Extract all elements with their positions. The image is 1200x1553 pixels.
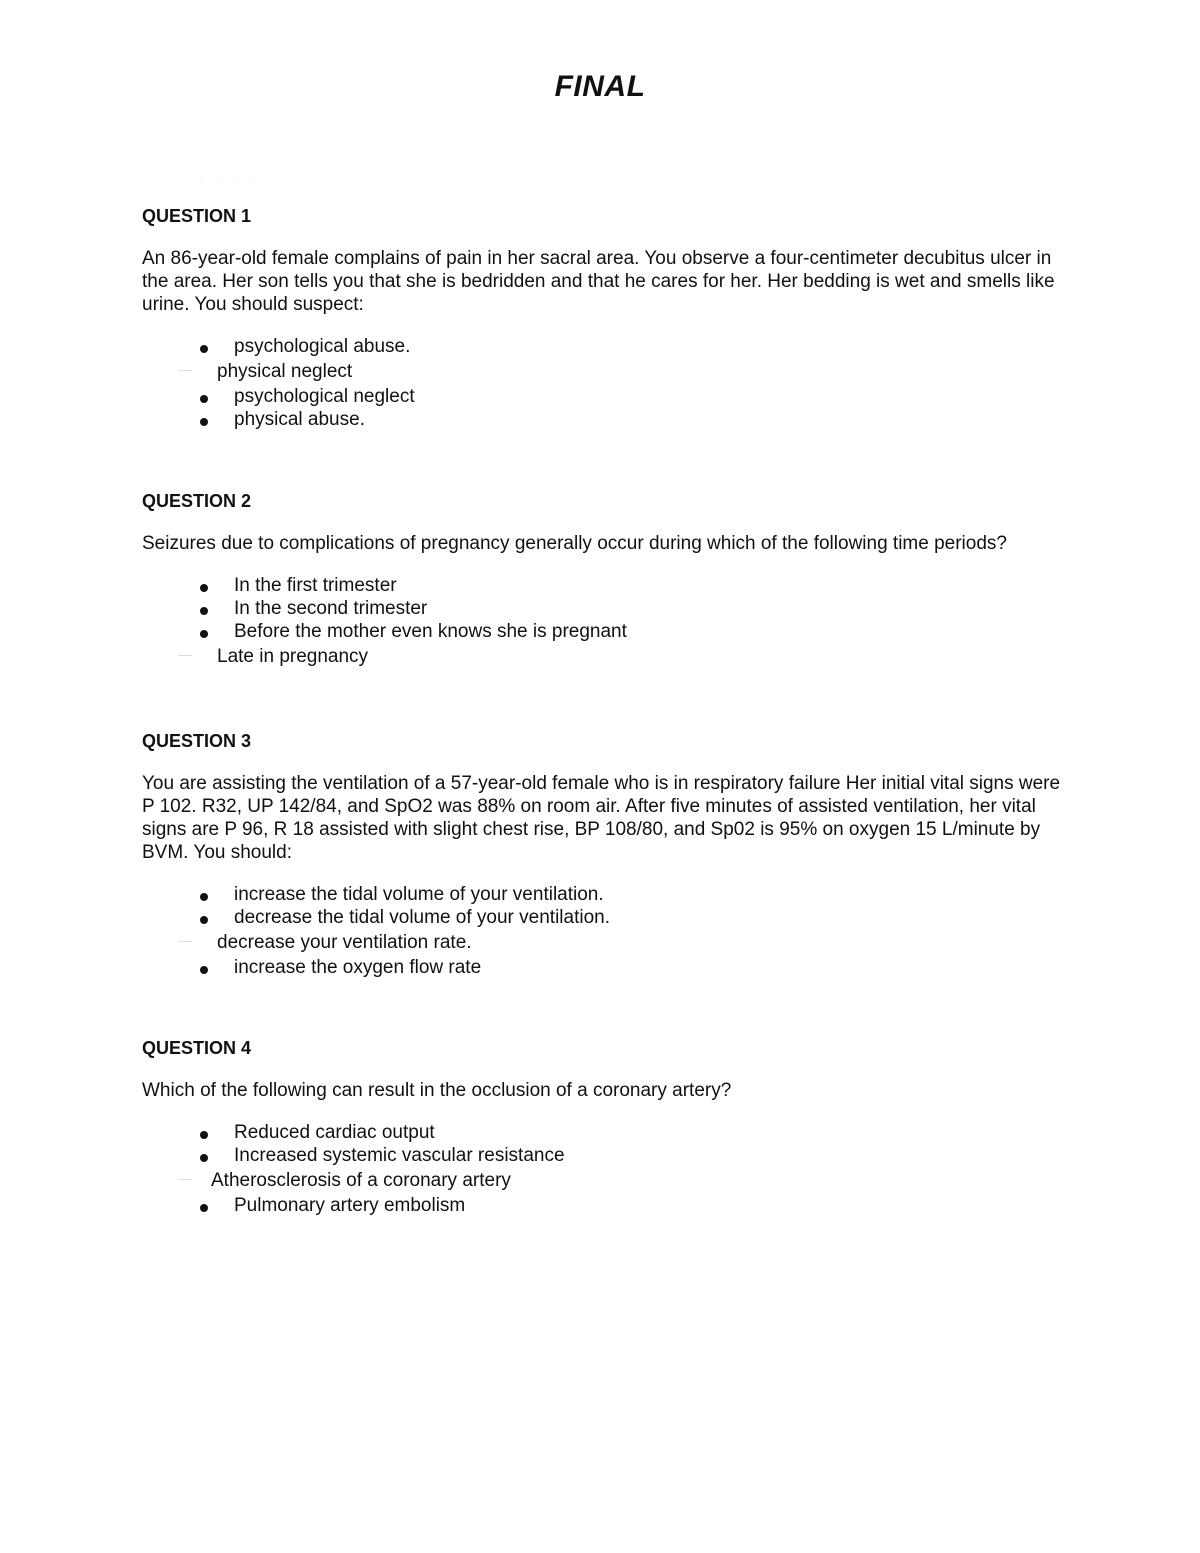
answer-option-label: increase the tidal volume of your ventilation. [234, 884, 604, 905]
answer-option-label: psychological abuse. [234, 336, 411, 357]
answer-options [142, 883, 1072, 979]
question-heading: QUESTION 2 [142, 491, 252, 511]
answer-option[interactable] [142, 1194, 1072, 1217]
answer-option[interactable] [142, 956, 1072, 979]
answer-option-label: Increased systemic vascular resistance [234, 1145, 565, 1166]
selected-mark-icon [178, 370, 192, 371]
question-text: An 86-year-old female complains of pain in her sacral area. You observe a four-centimeter decubitus ulcer in the area. Her son tells you that she is bedridden and that he cares for her. Her bedding is wet and smells like urine. You should suspect: [142, 248, 1055, 315]
answer-option[interactable] [142, 906, 1072, 929]
question-text: Seizures due to complications of pregnancy generally occur during which of the following time periods? [142, 533, 1007, 554]
answer-option-label: Before the mother even knows she is pregnant [234, 621, 627, 642]
bullet-icon [200, 395, 208, 403]
bullet-icon [200, 630, 208, 638]
selected-mark-icon [178, 1179, 192, 1180]
bullet-icon [200, 916, 208, 924]
question-heading: QUESTION 3 [142, 731, 252, 751]
answer-option-selected[interactable] [142, 1169, 1072, 1192]
question-text: Which of the following can result in the occlusion of a coronary artery? [142, 1080, 732, 1101]
answer-option-label: Reduced cardiac output [234, 1122, 435, 1143]
selected-mark-icon [178, 941, 192, 942]
selected-mark-icon [178, 655, 192, 656]
answer-option-label: decrease your ventilation rate. [217, 932, 472, 953]
document-title: FINAL [554, 70, 646, 103]
answer-option-label: In the second trimester [234, 598, 428, 619]
answer-option-label: decrease the tidal volume of your ventilation. [234, 907, 610, 928]
answer-option-selected[interactable] [142, 931, 1072, 954]
answer-option-label: Pulmonary artery embolism [234, 1195, 466, 1216]
answer-options [142, 1121, 1072, 1217]
question-2 [142, 490, 1072, 670]
answer-option-selected[interactable] [142, 645, 1072, 668]
answer-option-selected[interactable] [142, 360, 1072, 383]
answer-option[interactable] [142, 883, 1072, 906]
answer-option[interactable] [142, 1121, 1072, 1144]
bullet-icon [200, 893, 208, 901]
bullet-icon [200, 1204, 208, 1212]
answer-option[interactable] [142, 574, 1072, 597]
bullet-icon [200, 966, 208, 974]
bullet-icon [200, 1154, 208, 1162]
answer-option[interactable] [142, 597, 1072, 620]
question-heading: QUESTION 1 [142, 206, 252, 226]
bullet-icon [200, 1131, 208, 1139]
bullet-icon [200, 607, 208, 615]
answer-option-label: physical abuse. [234, 409, 365, 430]
answer-option[interactable] [142, 620, 1072, 643]
bullet-icon [200, 418, 208, 426]
faint-scan-mark: · · · · [200, 176, 260, 185]
answer-option-label: physical neglect [217, 361, 353, 382]
answer-option-label: increase the oxygen flow rate [234, 957, 482, 978]
question-text: You are assisting the ventilation of a 57-year-old female who is in respiratory failure Her initial vital signs were P 102. R32, UP 142/84, and SpO2 was 88% on room air. After five minutes of assisted ventilation, her vital signs are P 96, R 18 assisted with slight chest rise, BP 108/80, and Sp02 is 95% on oxygen 15 L/minute by BVM. You should: [142, 773, 1061, 863]
question-1 [142, 205, 1072, 431]
answer-option-label: In the first trimester [234, 575, 397, 596]
question-heading: QUESTION 4 [142, 1038, 252, 1058]
answer-option-label: Late in pregnancy [217, 646, 369, 667]
answer-option[interactable] [142, 335, 1072, 358]
question-3 [142, 730, 1072, 979]
answer-options [142, 335, 1072, 431]
bullet-icon [200, 584, 208, 592]
answer-options [142, 574, 1072, 668]
bullet-icon [200, 345, 208, 353]
answer-option[interactable] [142, 385, 1072, 408]
answer-option[interactable] [142, 408, 1072, 431]
answer-option-label: Atherosclerosis of a coronary artery [211, 1170, 511, 1191]
answer-option[interactable] [142, 1144, 1072, 1167]
answer-option-label: psychological neglect [234, 386, 415, 407]
question-4 [142, 1037, 1072, 1217]
